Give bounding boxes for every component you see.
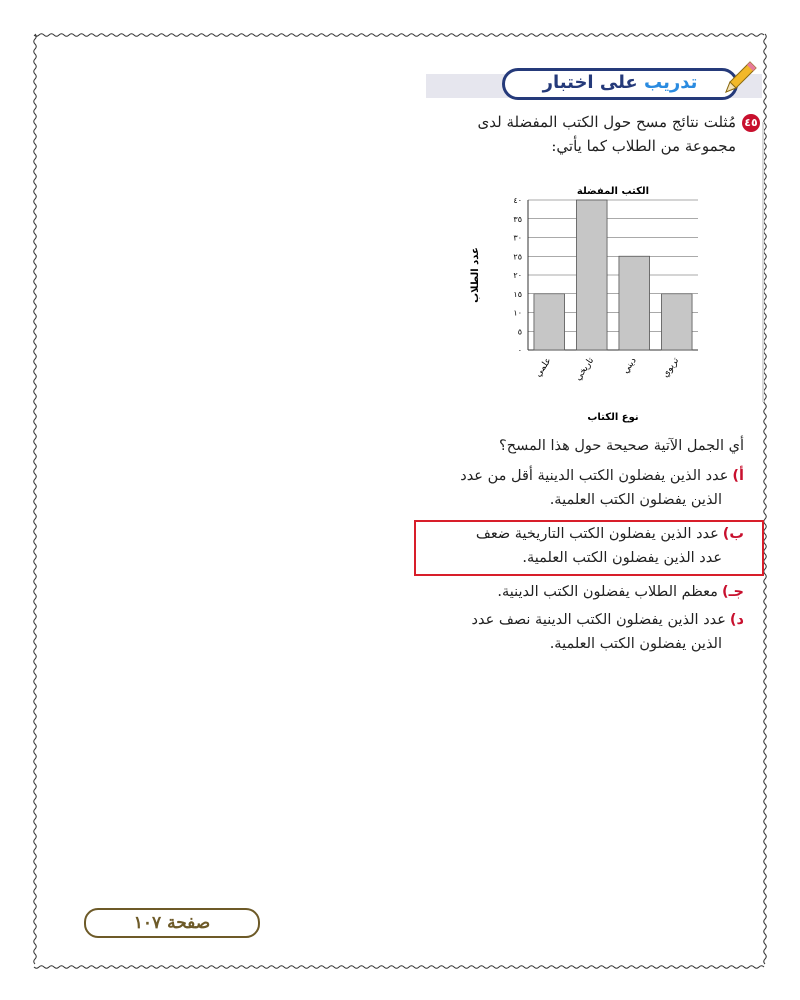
pencil-icon [720, 58, 760, 98]
bar [576, 200, 607, 350]
x-tick-label: تربوي [660, 355, 682, 380]
option-a-line1: عدد الذين يفضلون الكتب الدينية أقل من عدد [460, 468, 729, 484]
x-axis-label: نوع الكتاب [587, 412, 639, 423]
x-tick-label: ديني [620, 355, 639, 376]
option-b-line2: عدد الذين يفضلون الكتب العلمية. [522, 550, 722, 566]
prompt-text: أي الجمل الآتية صحيحة حول هذا المسح؟ [499, 438, 744, 454]
bar [534, 294, 565, 350]
option-d[interactable] [414, 608, 744, 656]
bar [619, 256, 650, 350]
option-d-line1: عدد الذين يفضلون الكتب الدينية نصف عدد [471, 612, 726, 628]
banner-label-part2: على اختبار [542, 72, 638, 93]
y-tick-label: ٤٠ [513, 196, 522, 205]
question-text: مُثلت نتائج مسح حول الكتب المفضلة لدى مجموعة من الطلاب كما يأتي: [477, 113, 736, 155]
option-c[interactable] [414, 580, 744, 604]
page-number-tab [84, 908, 260, 938]
y-tick-label: ٣٥ [513, 214, 522, 224]
y-tick-label: ٣٠ [513, 233, 522, 243]
option-c-line1: معظم الطلاب يفضلون الكتب الدينية. [497, 584, 718, 600]
x-tick-label: علمي [533, 355, 554, 379]
chart-title: الكتب المفضلة [576, 186, 650, 197]
y-tick-label: ٢٠ [513, 271, 522, 280]
y-tick-label: ٢٥ [513, 252, 522, 262]
y-tick-label: ١٥ [513, 289, 522, 299]
bar-chart [448, 170, 748, 430]
page-number: صفحة ١٠٧ [133, 913, 211, 933]
test-practice-banner [502, 68, 738, 100]
option-d-line2: الذين يفضلون الكتب العلمية. [549, 636, 722, 652]
question-number-badge: ٤٥ [742, 114, 760, 132]
bar [661, 294, 692, 350]
option-a[interactable] [414, 464, 744, 512]
option-d-label: د) [729, 612, 744, 628]
panel-rule [762, 122, 764, 402]
y-tick-label: ١٠ [513, 308, 522, 318]
y-axis-label: عدد الطلاب [470, 247, 481, 303]
y-tick-label: ٠ [517, 346, 522, 355]
option-b-line1: عدد الذين يفضلون الكتب التاريخية ضعف [475, 526, 719, 542]
option-c-label: جـ) [721, 584, 744, 600]
option-a-label: أ) [732, 468, 744, 484]
banner-label-part1: تدريب [644, 72, 698, 93]
x-tick-label: تاريخي [573, 355, 597, 383]
option-a-line2: الذين يفضلون الكتب العلمية. [549, 492, 722, 508]
option-b-label: ب) [722, 526, 744, 542]
option-b[interactable] [414, 522, 744, 570]
y-tick-label: ٥ [517, 327, 522, 337]
